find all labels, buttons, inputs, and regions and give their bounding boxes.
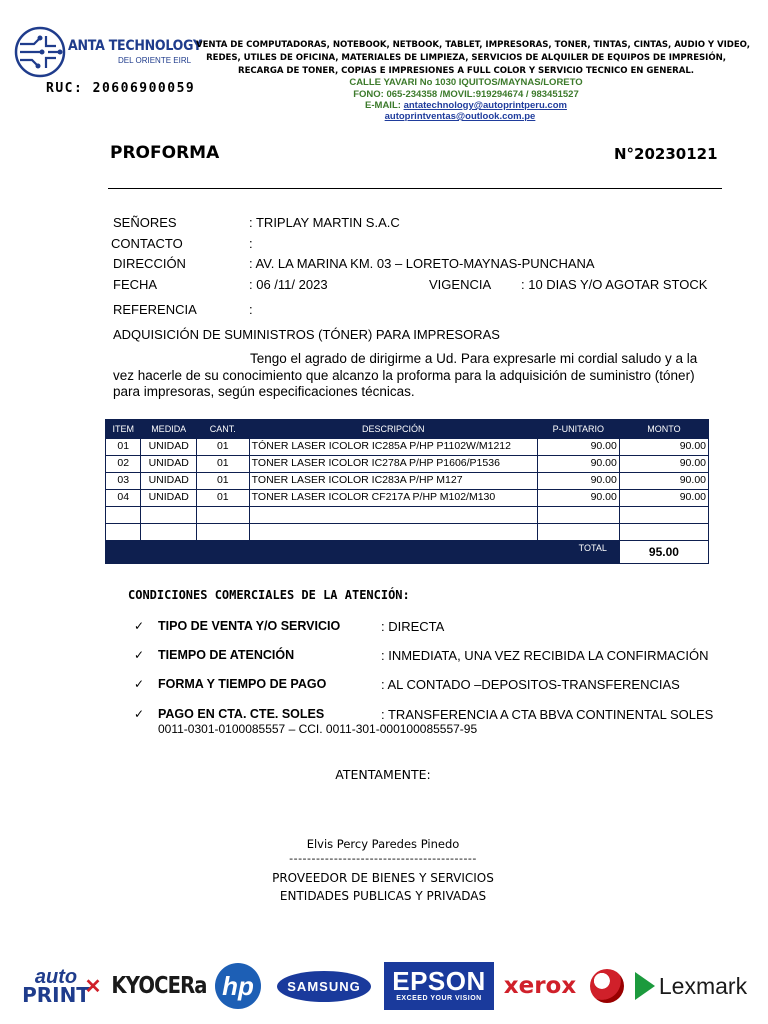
hp-text: hp bbox=[215, 963, 261, 1009]
subject-line: ADQUISICIÓN DE SUMINISTROS (TÓNER) PARA IMPRESORAS bbox=[113, 327, 500, 342]
brand-lexmark-logo bbox=[630, 962, 752, 1010]
business-line-3: RECARGA DE TONER, COPIAS E IMPRESIONES A FULL COLOR Y SERVICIO TECNICO EN GENERAL. bbox=[238, 66, 694, 76]
contacto-label: CONTACTO bbox=[111, 236, 183, 251]
cell-descripcion: TONER LASER ICOLOR CF217A P/HP M102/M130 bbox=[249, 490, 537, 507]
company-subtitle: DEL ORIENTE EIRL bbox=[118, 56, 192, 65]
cell-cant: 01 bbox=[196, 473, 249, 490]
condition-label-pago: PAGO EN CTA. CTE. SOLES bbox=[158, 707, 325, 721]
company-email-line-2 bbox=[250, 111, 670, 122]
referencia-value: : bbox=[249, 302, 253, 317]
company-name: ANTA TECHNOLOGY bbox=[68, 38, 202, 54]
epson-text: EPSON bbox=[392, 966, 486, 996]
referencia-label: REFERENCIA bbox=[113, 302, 197, 317]
total-value: 95.00 bbox=[619, 541, 708, 564]
intro-paragraph bbox=[113, 351, 713, 401]
cell-p-unitario: 90.00 bbox=[537, 456, 619, 473]
check-icon: ✓ bbox=[134, 619, 145, 633]
email-label: E-MAIL: bbox=[365, 100, 401, 111]
header-monto: MONTO bbox=[619, 420, 708, 439]
cell-medida: UNIDAD bbox=[141, 456, 196, 473]
signature-line: ------------------------------------------ bbox=[289, 852, 477, 865]
conditions-title: CONDICIONES COMERCIALES DE LA ATENCIÓN: bbox=[128, 588, 410, 602]
header-medida: MEDIDA bbox=[141, 420, 196, 439]
total-label: TOTAL bbox=[106, 541, 620, 564]
cell-descripcion: TONER LASER ICOLOR IC278A P/HP P1606/P1536 bbox=[249, 456, 537, 473]
cell-monto: 90.00 bbox=[619, 490, 708, 507]
senores-value: : TRIPLAY MARTIN S.A.C bbox=[249, 215, 400, 230]
table-header-row bbox=[106, 420, 709, 439]
business-line-2: REDES, UTILES DE OFICINA, MATERIALES DE LIMPIEZA, SERVICIOS DE ALQUILER DE EQUIPOS DE IMPRESIÓN, bbox=[206, 53, 726, 63]
table-row bbox=[106, 490, 709, 507]
check-icon: ✓ bbox=[134, 677, 145, 691]
brand-samsung-logo bbox=[272, 962, 376, 1010]
lexmark-text: Lexmark bbox=[658, 972, 748, 999]
table-row-empty bbox=[106, 524, 709, 541]
email-link-2[interactable]: autoprintventas@outlook.com.pe bbox=[384, 111, 536, 122]
signer-role-1: PROVEEDOR DE BIENES Y SERVICIOS bbox=[272, 871, 494, 885]
table-row bbox=[106, 473, 709, 490]
cell-monto: 90.00 bbox=[619, 439, 708, 456]
header-divider bbox=[108, 188, 722, 189]
xerox-sphere-icon bbox=[590, 969, 624, 1003]
check-icon: ✓ bbox=[134, 648, 145, 662]
samsung-text: SAMSUNG bbox=[277, 971, 370, 1002]
table-row-empty bbox=[106, 507, 709, 524]
items-table bbox=[105, 419, 709, 564]
epson-tagline: EXCEED YOUR VISION bbox=[396, 995, 482, 1002]
cell-item: 02 bbox=[106, 456, 141, 473]
condition-value-tipo: : DIRECTA bbox=[381, 619, 445, 634]
condition-value-forma: : AL CONTADO –DEPOSITOS-TRANSFERENCIAS bbox=[381, 677, 680, 692]
signer-role-2: ENTIDADES PUBLICAS Y PRIVADAS bbox=[279, 889, 487, 903]
xerox-text: xerox bbox=[503, 973, 577, 999]
cell-monto: 90.00 bbox=[619, 473, 708, 490]
senores-label: SEÑORES bbox=[113, 215, 177, 230]
bank-account: 0011-0301-0100085557 – CCI. 0011-301-000100085557-95 bbox=[158, 722, 478, 736]
company-logo-circuit-icon bbox=[12, 26, 68, 78]
vigencia-label: VIGENCIA bbox=[429, 277, 492, 292]
header-p-unitario: P-UNITARIO bbox=[537, 420, 619, 439]
cell-item: 01 bbox=[106, 439, 141, 456]
closing: ATENTAMENTE: bbox=[335, 767, 431, 782]
cell-p-unitario: 90.00 bbox=[537, 439, 619, 456]
intro-rest: la vez hacerle de su conocimiento que alcanzo la proforma para la adquisición de suministro (tóner) para impresoras, según especificaciones técnicas. bbox=[113, 351, 698, 399]
condition-value-tiempo: : INMEDIATA, UNA VEZ RECIBIDA LA CONFIRMACIÓN bbox=[381, 648, 709, 663]
vigencia-value: : 10 DIAS Y/O AGOTAR STOCK bbox=[521, 277, 708, 292]
cell-p-unitario: 90.00 bbox=[537, 490, 619, 507]
kyocera-mark-icon: ✕ bbox=[84, 975, 102, 998]
total-row bbox=[106, 541, 709, 564]
condition-label-forma: FORMA Y TIEMPO DE PAGO bbox=[158, 677, 327, 691]
email-link-1[interactable]: antatechnology@autoprintperu.com bbox=[403, 100, 567, 111]
ruc-number: RUC: 20606900059 bbox=[46, 81, 196, 96]
brand-xerox-logo bbox=[498, 962, 582, 1010]
document-title: PROFORMA bbox=[110, 143, 220, 163]
cell-cant: 01 bbox=[196, 490, 249, 507]
cell-descripcion: TÓNER LASER ICOLOR IC285A P/HP P1102W/M1212 bbox=[249, 439, 537, 456]
condition-label-tipo: TIPO DE VENTA Y/O SERVICIO bbox=[158, 619, 341, 633]
cell-item: 03 bbox=[106, 473, 141, 490]
company-address: CALLE YAVARI No 1030 IQUITOS/MAYNAS/LORETO bbox=[349, 77, 583, 88]
brand-xerox-ball-icon bbox=[586, 962, 628, 1010]
condition-label-tiempo: TIEMPO DE ATENCIÓN bbox=[158, 648, 295, 662]
business-line-1: VENTA DE COMPUTADORAS, NOTEBOOK, NETBOOK, TABLET, IMPRESORAS, TONER, TINTAS, CINTAS, AUDIO Y VIDEO, bbox=[196, 40, 750, 50]
brand-epson-logo bbox=[384, 962, 494, 1010]
header-cant: CANT. bbox=[196, 420, 249, 439]
cell-medida: UNIDAD bbox=[141, 439, 196, 456]
intro-first-line: Tengo el agrado de dirigirme a Ud. Para expresarle mi cordial saludo y a bbox=[250, 351, 683, 366]
brand-kyocera-logo bbox=[84, 962, 208, 1010]
autoprint-bottom: PRINT bbox=[22, 983, 90, 1007]
cell-item: 04 bbox=[106, 490, 141, 507]
company-phones: FONO: 065-234358 /MOVIL:919294674 / 983451527 bbox=[353, 89, 579, 100]
header-item: ITEM bbox=[106, 420, 141, 439]
brand-hp-logo bbox=[210, 962, 266, 1010]
signer-name: Elvis Percy Paredes Pinedo bbox=[306, 837, 460, 851]
cell-medida: UNIDAD bbox=[141, 473, 196, 490]
cell-cant: 01 bbox=[196, 456, 249, 473]
company-email-line bbox=[196, 100, 736, 111]
table-row bbox=[106, 439, 709, 456]
brand-autoprint-logo bbox=[24, 962, 88, 1010]
cell-medida: UNIDAD bbox=[141, 490, 196, 507]
contacto-value: : bbox=[249, 236, 253, 251]
autoprint-top: auto bbox=[34, 966, 78, 988]
kyocera-text: KYOCERa bbox=[111, 973, 208, 999]
fecha-value: : 06 /11/ 2023 bbox=[249, 277, 328, 292]
cell-monto: 90.00 bbox=[619, 456, 708, 473]
condition-value-pago: : TRANSFERENCIA A CTA BBVA CONTINENTAL SOLES bbox=[381, 707, 714, 722]
header-descripcion: DESCRIPCIÓN bbox=[249, 420, 537, 439]
cell-p-unitario: 90.00 bbox=[537, 473, 619, 490]
table-row bbox=[106, 456, 709, 473]
cell-cant: 01 bbox=[196, 439, 249, 456]
fecha-label: FECHA bbox=[113, 277, 158, 292]
cell-descripcion: TONER LASER ICOLOR IC283A P/HP M127 bbox=[249, 473, 537, 490]
document-number: N°20230121 bbox=[614, 145, 718, 163]
check-icon: ✓ bbox=[134, 707, 145, 721]
lexmark-arrow-icon bbox=[635, 972, 655, 1000]
direccion-label: DIRECCIÓN bbox=[113, 256, 186, 271]
direccion-value: : AV. LA MARINA KM. 03 – LORETO-MAYNAS-PUNCHANA bbox=[249, 256, 595, 271]
